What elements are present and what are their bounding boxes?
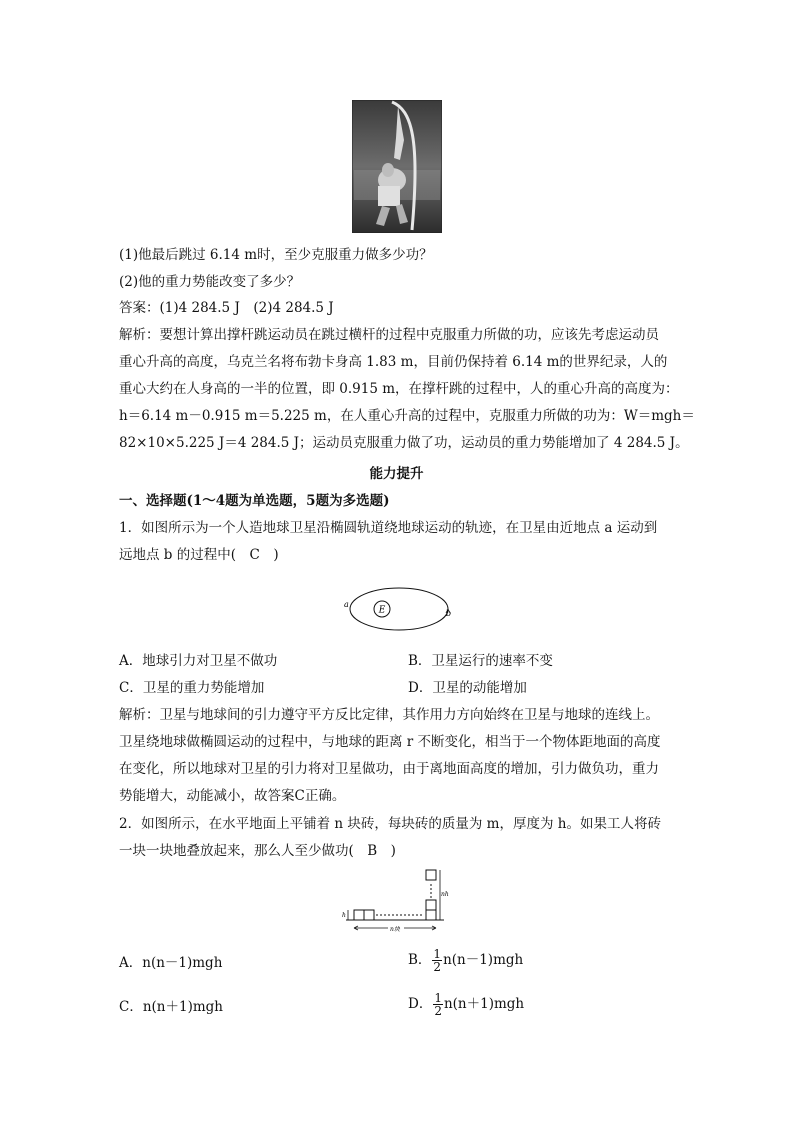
question-part-1: (1)他最后跳过 6.14 m时，至少克服重力做多少功？ xyxy=(119,247,433,263)
q1-stem: 1．如图所示为一个人造地球卫星沿椭圆轨道绕地球运动的轨迹，在卫星由近地点 a 运动到 xyxy=(119,520,658,536)
q2-option-b-expr: n(n－1)mgh xyxy=(443,952,524,968)
analysis-line: 重心升高的高度，乌克兰名将布勃卡身高 1.83 m，目前仍保持着 6.14 m的世界纪录，人的 xyxy=(119,354,668,370)
n-count-label: n块 xyxy=(390,926,400,933)
q2-option-b-label: B． xyxy=(408,952,432,968)
fraction-numerator: 1 xyxy=(433,947,442,961)
q1-analysis-line: 卫星绕地球做椭圆运动的过程中，与地球的距离 r 不断变化，相当于一个物体距地面的高度 xyxy=(119,734,661,750)
answer: 答案：(1)4 284.5 J (2)4 284.5 J xyxy=(119,300,334,316)
q2-option-d-expr: n(n＋1)mgh xyxy=(443,996,525,1012)
fraction-numerator: 1 xyxy=(434,991,442,1005)
q1-option-d: D．卫星的动能增加 xyxy=(408,680,527,696)
analysis-line: 解析：要想计算出撑杆跳运动员在跳过横杆的过程中克服重力所做的功，应该先考虑运动员 xyxy=(119,327,659,343)
q2-option-c: C．n(n＋1)mgh xyxy=(119,999,223,1015)
q1-stem: 远地点 b 的过程中( C ) xyxy=(119,547,279,563)
h-label: h xyxy=(342,912,346,919)
pole-vault-photo xyxy=(352,100,442,233)
q2-stem: 2．如图所示，在水平地面上平铺着 n 块砖，每块砖的质量为 m，厚度为 h。如果工人将砖 xyxy=(119,816,661,832)
bricks-diagram xyxy=(340,868,450,936)
q1-option-a: A．地球引力对卫星不做功 xyxy=(119,653,278,669)
fraction-half xyxy=(433,992,443,1017)
section-title: 能力提升 xyxy=(369,466,424,482)
q1-analysis-line: 势能增大，动能减小，故答案C正确。 xyxy=(119,788,346,804)
analysis-line: 82×10×5.225 J＝4 284.5 J；运动员克服重力做了功，运动员的重力势能增加了 4 284.5 J。 xyxy=(119,435,689,451)
q2-option-a: A．n(n－1)mgh xyxy=(119,955,223,971)
nh-label: nh xyxy=(441,891,449,898)
q2-stem: 一块一块地叠放起来，那么人至少做功( B ) xyxy=(119,843,396,859)
q2-option-d xyxy=(408,992,524,1017)
fraction-denominator: 2 xyxy=(433,960,442,974)
q1-analysis-line: 在变化，所以地球对卫星的引力将对卫星做功，由于离地面高度的增加，引力做负功，重力 xyxy=(119,761,659,777)
orbit-diagram xyxy=(340,585,455,637)
fraction-denominator: 2 xyxy=(434,1004,442,1018)
question-part-2: (2)他的重力势能改变了多少？ xyxy=(119,274,301,290)
perigee-label: a xyxy=(344,600,349,609)
q1-option-c: C．卫星的重力势能增加 xyxy=(119,680,265,696)
section-subtitle: 一、选择题(1～4题为单选题，5题为多选题) xyxy=(119,493,390,509)
q2-option-d-label: D． xyxy=(408,996,433,1012)
analysis-line: 重心大约在人身高的一半的位置，即 0.915 m，在撑杆跳的过程中，人的重心升高的高度为： xyxy=(119,381,679,397)
q2-option-b xyxy=(408,948,523,973)
apogee-label: b xyxy=(446,609,452,618)
q1-analysis-line: 解析：卫星与地球间的引力遵守平方反比定律，其作用力方向始终在卫星与地球的连线上。 xyxy=(119,707,659,723)
fraction-half xyxy=(432,948,442,973)
analysis-line: h＝6.14 m－0.915 m＝5.225 m，在人重心升高的过程中，克服重力所做的功为：W＝mgh＝ xyxy=(119,408,695,424)
earth-label: E xyxy=(378,605,386,616)
q1-option-b: B．卫星运行的速率不变 xyxy=(408,653,553,669)
